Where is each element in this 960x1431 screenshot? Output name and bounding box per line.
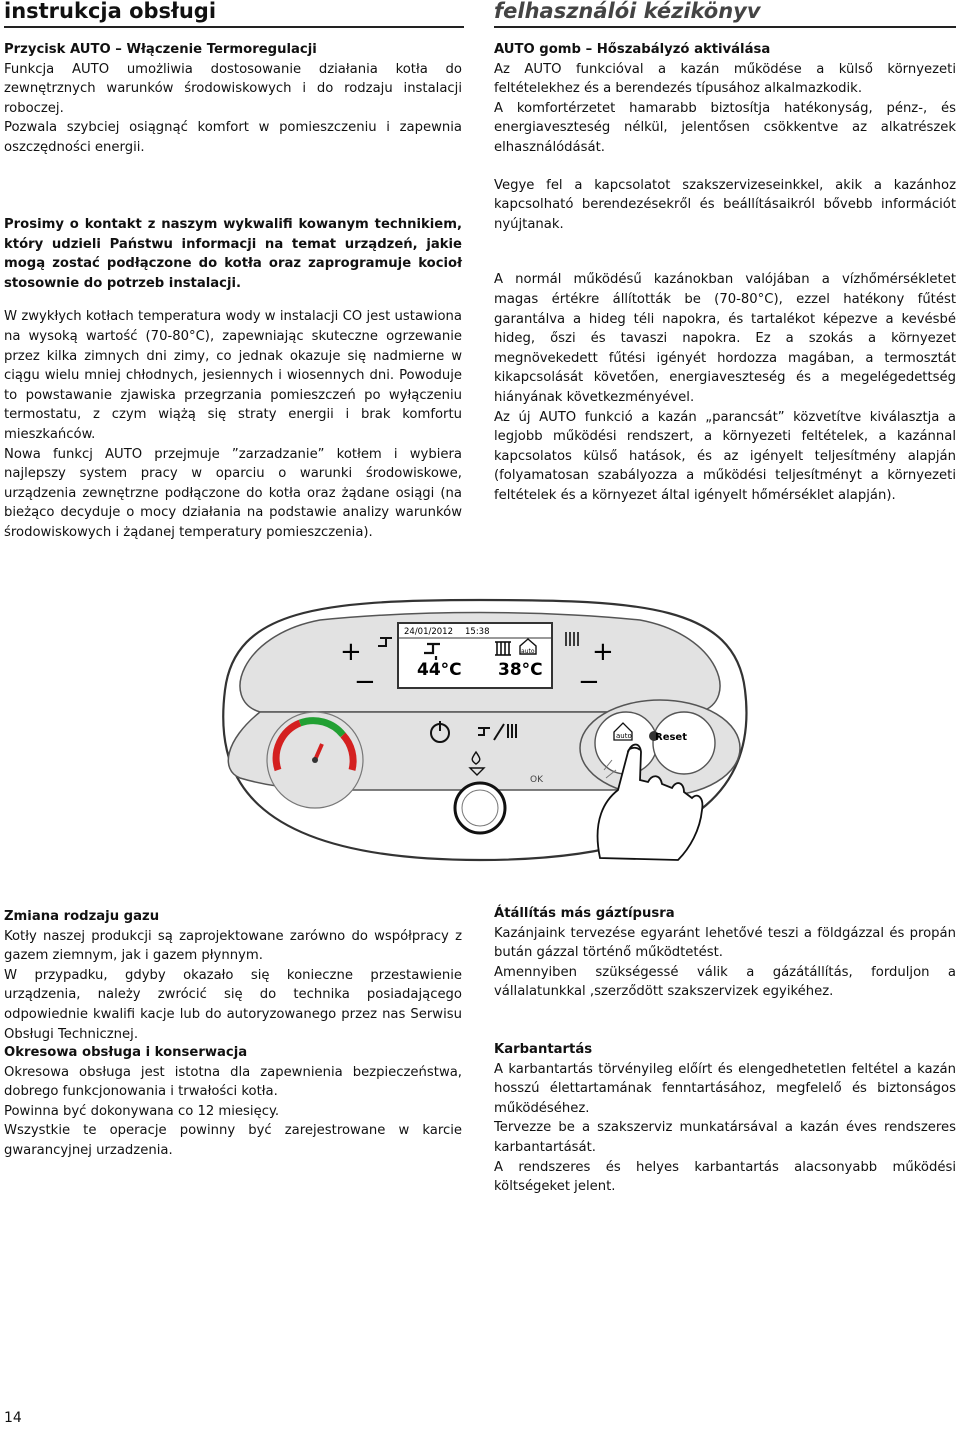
display-heat-temp: 38°C — [498, 660, 543, 680]
hu-body1: A normál működésű kazánokban valójában a vízhőmérsékletet magas értékre állították be (70-80°C), ezzel hatékony fűtést garantálva a hideg téli napokra, és tartalékot képezve a kevésbé hideg, őszi és tavaszi napokra. Ez a szokás a környezet megnövekedett fűtési igényét hordozza magában, a termosztát kikapcsolását követően, energiaveszteség és a megelégedettség hiányának következményével. — [494, 272, 956, 405]
heat-plus-button[interactable]: + — [592, 637, 614, 667]
hu-maint-p1: A karbantartás törvényileg előírt és elengedhetetlen feltétel a kazán hosszú élettartamának fenntartásához, megfelelő és biztonságos működéséhez. — [494, 1061, 956, 1116]
pl-gas-section — [4, 907, 462, 1044]
pl-auto-title: Przycisk AUTO – Włączenie Termoregulacji — [4, 42, 317, 57]
hu-gas-p2: Amennyiben szükségessé válik a gázátállítás, forduljon a vállalatunkkal ,szerződött szakszervizek egyikéhez. — [494, 964, 956, 1000]
hu-contact: Vegye fel a kapcsolatot szakszervizeseinkkel, akik a kazánhoz kapcsolható berendezésekről és beállításaikról bővebb információt nyújtanak. — [494, 177, 956, 232]
hu-maint-p2: Tervezze be a szakszerviz munkatársával a kazán éves rendszeres karbantartását. — [494, 1120, 956, 1155]
hu-maint-title: Karbantartás — [494, 1042, 593, 1057]
dhw-minus-button[interactable]: − — [354, 667, 376, 697]
pl-gas-p2: W przypadku, gdyby okazało się konieczne przestawienie urządzenia, należy zwrócić się do technika posiadającego odpowiednie kwalifi kacje lub do autoryzowanego przez nas Serwisu Obsługi Technicznej. — [4, 967, 462, 1042]
display-dhw-temp: 44°C — [417, 660, 462, 680]
pl-auto-p1: Funkcja AUTO umożliwia dostosowanie działania kotła do zewnętrznych warunków środowiskowych i do rodzaju instalacji roboczej. — [4, 61, 462, 116]
hu-maint-section — [494, 1040, 956, 1197]
pl-maint-title: Okresowa obsługa i konserwacja — [4, 1045, 248, 1060]
pl-maint-p2: Powinna być dokonywana co 12 miesięcy. — [4, 1103, 280, 1119]
hu-gas-title: Átállítás más gáztípusra — [494, 906, 675, 921]
hu-auto-p1: Az AUTO funkcióval a kazán működése a külső környezeti feltételekhez és a berendezés típusához alkalmazkodik. — [494, 61, 956, 97]
ok-label: OK — [530, 775, 543, 785]
header-right: felhasználói kézikönyv — [494, 0, 956, 28]
display-date: 24/01/2012 — [404, 627, 453, 637]
hu-maint-p3: A rendszeres és helyes karbantartás alacsonyabb működési költségeket jelent. — [494, 1159, 956, 1195]
hu-body2: Az új AUTO funkció a kazán „parancsát” közvetítve kiválasztja a legjobb működési rendszert, a környezeti feltételek, a kazánnal kapcsolatos külső hatások, és az igényelt teljesítmény alapján (folyamatosan szabályozza a működési teljesítményt a környezeti feltételek és a környezet által igényelt hőmérséklet alapján). — [494, 409, 956, 503]
hu-auto-title: AUTO gomb – Hőszabályzó aktiválása — [494, 42, 771, 57]
pl-contact: Prosimy o kontakt z naszym wykwalifi kowanym technikiem, który udzieli Państwu informacji na temat urządzeń, jakie mogą zostać podłączone do kotła oraz zaprogramuje kocioł stosownie do potrzeb instalacji. — [4, 217, 462, 291]
display-time: 15:38 — [465, 627, 490, 637]
pl-gas-title: Zmiana rodzaju gazu — [4, 909, 160, 924]
hu-gas-section — [494, 904, 956, 1002]
page-number: 14 — [4, 1410, 22, 1426]
hu-gas-p1: Kazánjaink tervezése egyaránt lehetővé teszi a földgázzal és propán bután gázzal történő működtetést. — [494, 925, 956, 961]
pl-body2: Nowa funkcj AUTO przejmuje ”zarzadzanie” kotłem i wybiera najlepszy system pracy w oparciu o warunki środowiskowe, urządzenia zewnętrzne podłączone do kotła oraz żądane osiągi (na bieżąco decyduje o mocy działania na podstawie analizy warunków środowiskowych i żądanej temperatury pomieszczenia). — [4, 446, 462, 540]
heat-minus-button[interactable]: − — [578, 667, 600, 697]
header-left: instrukcja obsługi — [4, 0, 464, 28]
pl-maint-p1: Okresowa obsługa jest istotna dla zapewnienia bezpieczeństwa, dobrego funkcjonowania i trwałości kotła. — [4, 1064, 462, 1100]
pl-gas-p1: Kotły naszej produkcji są zaprojektowane zarówno do współpracy z gazem ziemnym, jak i gazem płynnym. — [4, 928, 462, 964]
dhw-plus-button[interactable]: + — [340, 637, 362, 667]
reset-button-label: Reset — [655, 732, 687, 743]
pl-body1: W zwykłych kotłach temperatura wody w instalacji CO jest ustawiona na wysoką wartość (70-80°C), zapewniając skuteczne ogrzewanie przez kilka zimnych dni zimy, co jednak okazuje się nadmierne w ciągu wielu mniej chłodnych, jesiennych i wiosennych dni. Powoduje to powstawanie zjawiska przegrzania pomieszczeń po wyłączeniu termostatu, z czym wiążą się straty energii i brak komfortu mieszkańców. — [4, 309, 462, 442]
auto-button-label: auto — [616, 732, 632, 740]
pl-maint-section — [4, 1043, 462, 1161]
reset-button[interactable] — [653, 712, 715, 774]
pl-auto-p2: Pozwala szybciej osiągnąć komfort w pomieszczeniu i zapewnia oszczędności energii. — [4, 120, 462, 155]
hu-auto-p2: A komfortérzetet hamarabb biztosítja hatékonyság, pénz-, és energiaveszteség nélkül, jelentősen csökkentve az alkatrészek elhasználódását. — [494, 100, 956, 155]
pl-maint-p3: Wszystkie te operacje powinny być zarejestrowane w karcie gwarancyjnej urzadzenia. — [4, 1123, 462, 1158]
svg-text:auto: auto — [521, 648, 535, 655]
